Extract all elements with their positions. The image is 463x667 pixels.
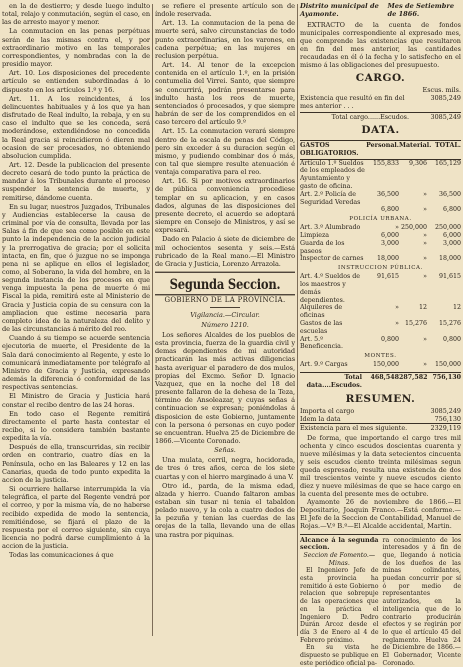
cell-label: Artículo 1.º Sueldos de los empleados de Ayuntamiento y gasto de oficina. [300,159,365,190]
table-row [300,240,461,256]
section-subtitle: GOBIERNO DE LA PROVINCIA. [164,296,286,304]
cell-material: 12 [418,304,427,312]
number-label: Número 1210. [201,321,249,329]
summary-value: 3085,249 [430,406,461,415]
escus-header-row [300,86,461,94]
th-material: Material. [399,142,432,149]
senas-heading: Señas. [214,446,236,455]
divider [300,372,461,373]
divider [210,307,240,308]
cell-label: Gastos de las escuelas [300,319,343,335]
paragraph: El Ministro de Gracia y Justicia hará constar el recibo dentro de las 24 horas. [2,392,150,409]
cell-personal: 6,800 [380,206,399,214]
table-row [300,206,461,214]
summary-row [300,415,461,423]
cell-label: Art. 5.º Beneficencia. [300,335,343,351]
paragraph: Dado en Palacio á siete de diciembre de mil ochocientos sesenta y seis.—Está rubricado de la Real mano.—El Ministro de Gracia y Justicia, Lorenzo Arrazola. [155,235,295,268]
paragraph: La conmutacion en las penas perpétuas serán de las mismas contra el, y por extraordinario motivo en las temporales correspondientes, y nombradas con la de presidio mayor. [2,27,150,69]
paragraph: Después de ella, transcurridas, sin recibir orden en contrario, cuatro días en la Península, ocho en las Baleares y 12 en las Canarias, queda de todo punto expedita la accion de la justicia. [2,443,150,484]
total-cargo-row [300,112,461,121]
resumen-title: RESUMEN. [345,392,416,405]
alcance-subtitle: Seccion de Fomento.—Minas. [303,551,376,567]
cell-personal: 3,000 [380,239,399,247]
circular-label: Vigilancia.—Circular. [190,311,260,319]
cell-material: » [423,361,427,369]
cell-personal: 18,000 [376,255,399,263]
table-header [300,140,461,160]
summary-row [300,407,461,415]
summary-row [300,423,461,432]
cell-label: Art. 2.º Policía de Seguridad Veredas [300,190,361,206]
table-section-heading: POLICÍA URBANA. [349,216,412,223]
paragraph: Si ocurriere hallarse interrumpida la vía telegráfica, el parte del Regente vendrá por el correo, y por la misma vía, de no haberse recibido expedida de modo la sentencia, remitiéndose, se fijará el plazo de la respuesta por el correo siguiente, sin cuya licencia no podrá darse cumplimiento á la accion de la justicia. [2,485,150,551]
cell-total: 250,000 [434,224,461,232]
cell-personal: 36,500 [376,190,399,198]
paragraph: ra conocimiento de los interesados y á fin de que, llegando á noticia de los dueños de las minas colindantes, puedan concurrir por sí ó por medio de representantes autorizados, en la inteligencia que de lo contrario producirán efectos y se regirán por lo que el artículo 45 del reglamento. Huelva 24 de Diciembre de 1866.—El Gobernador, Vicente Coronado. [382,536,461,667]
paragraph: Todas las comunicaciones á que [9,551,114,560]
table-section-heading: MONTES. [364,353,397,360]
th-personal: Personal. [366,142,399,149]
extract-intro: EXTRACTO de la cuenta de fondos municipales correspondiente al expresado mes, que comprende las existencias que resultaron en fin del mes anterior, las cantidades recaudadas en él ó la fecha y lo satisfecho en el mismo á las obligaciones del presupuesto. [300,21,461,69]
th-label: GASTOS OBLIGATORIOS. [300,142,359,157]
table-row [300,160,461,191]
cell-material: » [423,231,427,239]
cell-label: Art. 3.º Alumbrado [300,224,361,232]
cell-personal: » [395,304,399,312]
cell-label: Guarda de los paseos [300,239,345,255]
cell-total: 3,000 [442,239,461,247]
total-personal: 468,548 [370,373,399,381]
cell-total: 150,000 [434,361,461,369]
cell-personal: 150,000 [372,361,399,369]
cell-personal: 0,800 [380,335,399,343]
total-data-label: Total data....Escudos. [306,373,362,389]
district-name: Distrito municipal de Ayamonte. [300,2,379,18]
cell-material: » [423,206,427,214]
table-row [300,273,461,304]
cell-personal: » [395,224,399,232]
paragraph: Otro id., parda, de la misma edad, alzada y hierro. Cuando faltaron ambas estaban sin tusar ni tenia el tabaldon pelado nuevo, y la cola a cuatro dedos de la pezuña y tenian las cuerdas de las orejas de la talla, llevando una de ellas una rastra por piquinas. [155,481,295,539]
paragraph: se refiere el presente artículo son de índole reservada. [155,2,295,19]
summary-label: Idem la data [300,414,341,423]
column-left [2,2,150,638]
paragraph: Los señores Alcaldes de los pueblos de esta provincia, fuerza de la guardia civil y demas dependientes de mi autoridad practicarán las más activas diligencias hasta averiguar el paradero de dos mulos, propias del Excmo. Señor D. Ignacio Vazquez, que en la noche del 18 del presente fallaron de la dehesa de la Teza, término de Ansoleazar, y cuyas señas á continuacion se expresan; poniéndolas á disposicion de este Gobierno, juntamente con la persona ó personas en cuyo poder se encuentran. Huelva 25 de Diciembre de 1866.—Vicente Coronado. [155,331,295,446]
paragraph: En su lugar, nuestros Juzgados, Tribunales y Audiencias establecerse la causa de criminal por vía de consulta, llevada por las Salas á fin de que sea como posible en este punto la independencia de la accion judicial y la prerrogativa de gracia; por el solicita intacta, en fin, que ó juzgue no se imponga pena ni se aplique en ellos el legislador, como, al Soberano, la vida del hombre, en la segunda instancia de los procesos en que venga impuesta la pena de muerte ó mi Fiscal la pida, remitirá este al Ministerio de Gracia y Justicia copia de su censura con la ampliacion que estime necesaria para completo idea de la naturaleza del delito y de las circunstancias á mérito del reo. [2,202,150,334]
table-row [300,255,461,263]
cell-label: Limpieza [300,231,330,239]
cell-personal: » [395,319,399,327]
table-row [300,320,461,336]
table-row [300,224,461,232]
total-total: 756,130 [432,373,461,381]
paragraph: Art. 13. La conmutacion de la pena de muerte será, salvo circunstancias de todo punto extraordinarias, en los varones, en cadena perpétua; en las mujeres en reclusion perpétua. [155,19,295,60]
closing-paragraph: De forma, que importando el cargo tres mil ochenta y cinco escudos doscientas cuarenta y nueve milésimas y la data setecientos cincuenta y seis escudos ciento treinta milésimas segun queda espresado, resulta una existencia de dos mil trescientos veinte y nueve escudos ciento diez y nueve milésimas de que se hace cargo en la cuenta del presente mes de octubre. [300,433,461,498]
cell-material: 250,000 [400,224,427,232]
table-row [300,191,461,207]
summary-value: 756,130 [434,414,461,423]
cell-material: 9,306 [408,159,427,167]
cell-label: Art. 4.º Sueldos de los maestros y demás dependientes. [300,273,360,304]
total-data-row [300,374,461,390]
alcance-left [300,537,379,667]
cell-material: » [423,255,427,263]
cell-total: 6,800 [442,206,461,214]
cell-label [300,206,365,214]
cell-label: Art. 9.º Cargas [300,361,348,369]
cell-label: Inspector de carnes [300,255,364,263]
paragraph: Cuando á su tiempo se acuerde sentencia ejecutoria de muerte, el Presidente de la Sala dará conocimiento al Regente, y este lo comunicará inmediatamente por telégrafo al Ministro de Gracia y Justicia, expresando además la diferencia ó conformidad de las respectivas sentencias. [2,334,150,392]
column-right [300,2,461,667]
cell-total: 91,615 [438,273,461,281]
cargo-row [300,94,461,110]
cell-personal: 91,615 [376,273,399,281]
alcance-right [383,537,462,667]
signature-paragraph: Ayamonte 26 de noviembre de 1866.—El Depositario, Joaquin Franco.—Está conforme.—El Jefe de la Seccion de Contabilidad, Manuel de Rojas.—V.º B.º—El Alcalde accidental, Martin. [300,497,461,530]
cargo-title: CARGO. [355,72,406,84]
cargo-value: 3085,249 [430,94,461,102]
cell-label: Alquileres de oficinas [300,304,343,320]
th-total: TOTAL. [434,142,461,149]
table-row [300,304,461,320]
paragraph: Una mulata, cerril, negra, hocidorada, de tres ó tres años, cerca de los siete cuartas y con el hierro marginado á una V. [155,456,295,481]
paragraph: Art. 12. Desde la publicacion del presente decreto cesará de todo punto la práctica de mandar á los Tribunales durante el proceso suspender la sentencia de muerte, y remitirse, dándome cuenta. [2,160,150,202]
summary-value: 2329,119 [430,423,461,432]
alcance-title: Alcance á la segunda seccion. [300,535,379,552]
cell-total: 165,129 [434,159,461,167]
paragraph: El Ingeniero Jefe de esta provincia ha remitido á este Gobierno relacion que sobrepuje de las operaciones que en la práctica el Ingeniero D. Pedro Durán Arcoz desde el día 3 de Enero al 4 de Febrero próximo. [300,567,379,644]
cell-total: 18,000 [438,255,461,263]
table-row [300,232,461,240]
table-row [300,336,461,352]
paragraph: Art. 16. Si por motivos extraordinarios de pública conveniencia procediese templar en su aplicacion, y en casos dados, algunas de las disposiciones del presente decreto, el acuerdo se adoptará siempre en Consejo de Ministros, y así se expresará. [155,177,295,235]
summary-label: Importa el cargo [300,406,355,415]
column-middle [155,2,295,638]
total-cargo-label: Total cargo......Escudos. [331,113,409,121]
summary-label: Existencia para el mes siguiente. [300,423,408,432]
cell-total: 12 [452,304,461,312]
table-section-heading: INSTRUCCION PÚBLICA. [338,265,423,272]
cell-material: » [423,335,427,343]
escus-label: Escus. mils. [422,86,461,94]
data-title: DATA. [361,124,400,136]
column-divider [152,4,153,636]
paragraph: Art. 11. A los reincidentes, á los delincuentes habituales y á los que ya han disfrutado de Real indulto, la rebaja, y en su caso el indulto que se les conceda, será moderándose, extendiéndose no concedida la Real gracia si reincidieron ó dieren mal ocasion de ser procesados, no obteniendo absolucion cumplida. [2,94,150,160]
cell-material: » [423,239,427,247]
cell-total: 0,800 [442,335,461,343]
paragraph: Art. 10. Los disposiciones del precedente artículo se entienden subordinadas á lo dispuesto en los artículos 1.º y 16. [2,69,150,94]
paragraph: en la de destierro; y desde luego indulto total, relajo y conmutación, según el caso, en las de arresto mayor y menor. [2,2,150,27]
cell-total: 15,276 [438,319,461,327]
alcance-section [300,534,461,667]
paragraph: Art. 14. Al tenor de la excepcion contenida en el artículo 1.º, en la prisión contumelia del Virrei. Santo, que siempre se concurrirá, podrán presentarse para indulto hasta los reos de muerte, sentenciados ó procesados, y que siempre habrán de ser de los comprendidos en el caso tercero del artículo 9.º [155,61,295,127]
cell-total: 6,000 [442,231,461,239]
paragraph: En su vista he dispuesto se publique en este periódico oficial pa- [300,644,379,667]
cargo-label: Existencia que resultó en fin del mes anterior . . . [300,94,405,110]
cell-personal: 6,000 [380,231,399,239]
district-header [300,2,461,18]
table-row [300,361,461,369]
section-title: Segunda Seccion. [155,272,295,296]
paragraph: En todo caso el Regente remitirá directamente el parte hasta contestar el recibo, si lo considera también bastante expedita la vía. [2,409,150,443]
column-divider [297,4,298,636]
cell-personal: 155,833 [372,159,399,167]
cell-material: » [423,273,427,281]
data-table-body [300,160,461,369]
cell-material: » [423,190,427,198]
cell-total: 36,500 [438,190,461,198]
total-material: 287,582 [399,373,428,381]
total-cargo-value: 3085,249 [430,113,461,121]
cell-material: 15,276 [404,319,427,327]
paragraph: Art. 15. La conmutacion verará siempre dentro de la escala de penas del Código, pero sin exceder á su duracion según el mismo, y pudiendo combinar dos ó más, con tal que siempre resulte atenuación é ventaja comparativa para el reo. [155,127,295,177]
month-label: Mes de Setiembre de 1866. [387,2,455,18]
